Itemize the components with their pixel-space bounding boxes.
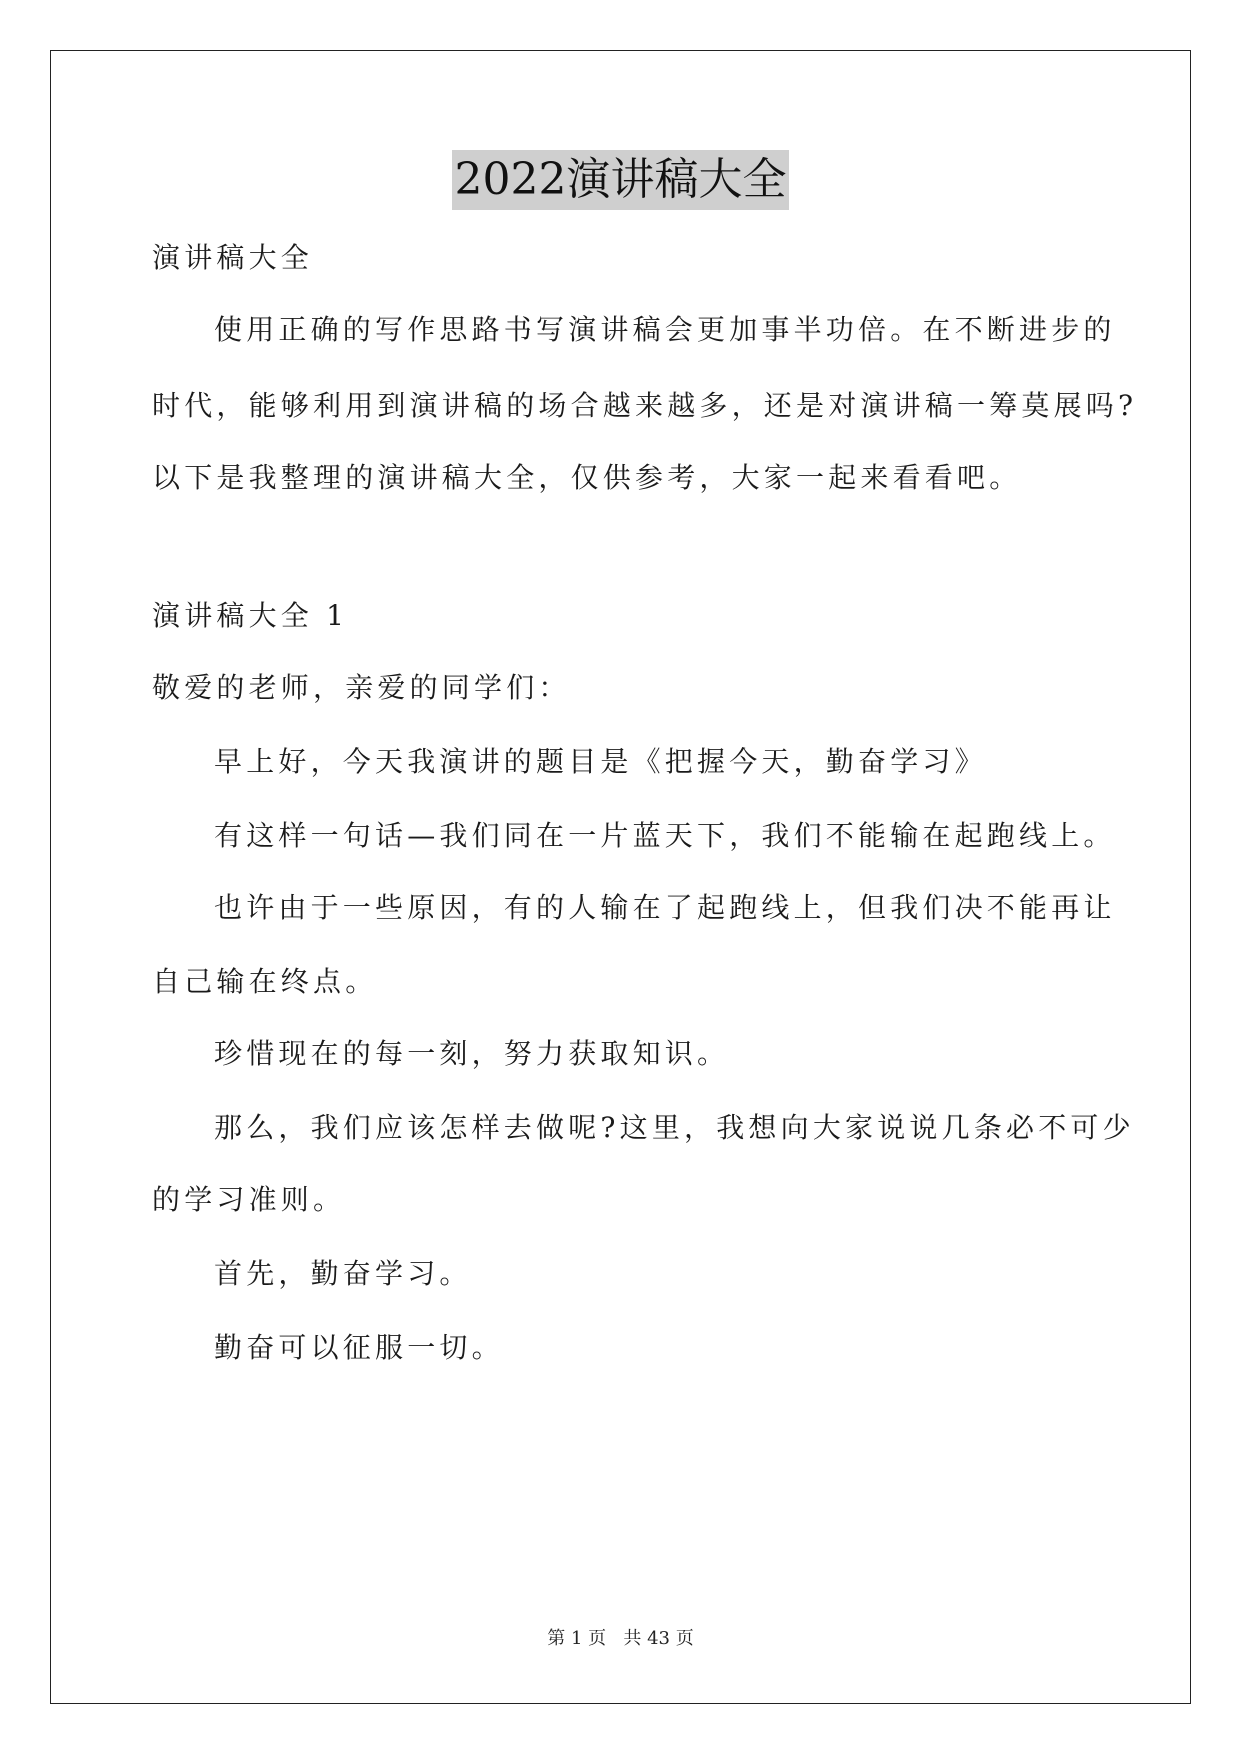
paragraph-line: 时代，能够利用到演讲稿的场合越来越多，还是对演讲稿一筹莫展吗? [152,389,1138,422]
page-border [50,50,1191,1704]
paragraph-line: 早上好，今天我演讲的题目是《把握今天，勤奋学习》 [214,745,987,778]
paragraph-line: 首先，勤奋学习。 [214,1257,472,1290]
paragraph-line: 勤奋可以征服一切。 [214,1331,504,1364]
document-title: 2022演讲稿大全 [452,150,790,210]
salutation: 敬爱的老师，亲爱的同学们： [152,671,571,704]
paragraph-line: 以下是我整理的演讲稿大全，仅供参考，大家一起来看看吧。 [152,461,1022,494]
section-heading: 演讲稿大全 [152,241,314,274]
paragraph-line: 有这样一句话—我们同在一片蓝天下，我们不能输在起跑线上。 [214,819,1116,852]
paragraph-line: 那么，我们应该怎样去做呢?这里，我想向大家说说几条必不可少 [214,1111,1135,1144]
title-container [0,150,1241,210]
page-footer: 第 1 页 共 43 页 [547,1628,694,1649]
paragraph-line: 珍惜现在的每一刻，努力获取知识。 [214,1037,730,1070]
paragraph-line: 的学习准则。 [152,1183,346,1216]
section-heading: 演讲稿大全 1 [152,599,349,632]
paragraph-line: 自己输在终点。 [152,965,378,998]
paragraph-line: 也许由于一些原因，有的人输在了起跑线上，但我们决不能再让 [214,891,1116,924]
paragraph-line: 使用正确的写作思路书写演讲稿会更加事半功倍。在不断进步的 [214,313,1116,346]
